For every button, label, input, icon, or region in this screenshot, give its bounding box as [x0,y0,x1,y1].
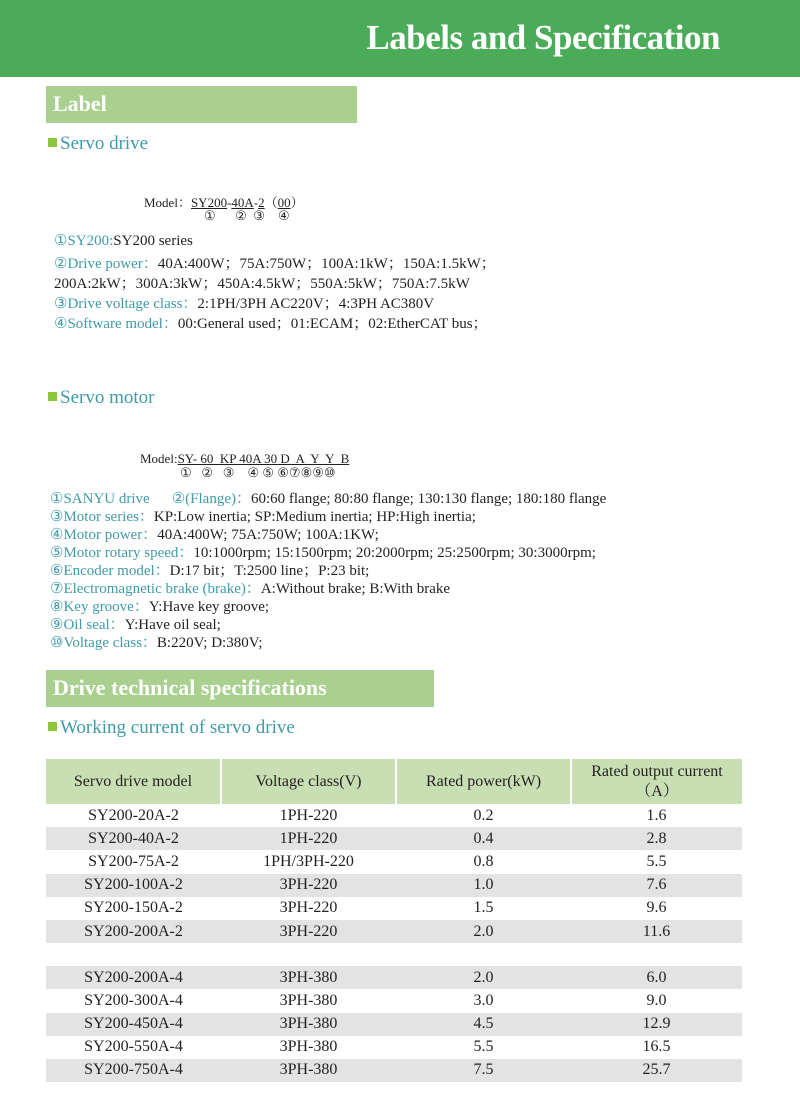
motor-line-label: ①SANYU drive [50,491,150,507]
table-row [46,920,742,943]
motor-line-text: KP:Low inertia; SP:Medium inertia; HP:High inertia; [153,509,476,525]
table-cell: 3PH-220 [221,920,396,943]
drive-model-paren-open: （ [264,195,278,210]
table-cell: 2.8 [571,827,742,850]
motor-line-text: D:17 bit；T:2500 line；P:23 bit; [169,563,370,579]
drive-line-text: 00:General used；01:ECAM；02:EtherCAT bus； [177,316,488,332]
motor-line-label: ⑨Oil seal： [50,617,125,633]
drive-model-numbers: ① ② ③ ④ [204,208,290,223]
motor-line-text: 10:1000rpm; 15:1500rpm; 20:2000rpm; 25:2500rpm; 30:3000rpm; [193,545,596,561]
table-row [46,1059,742,1082]
table-cell: 1.5 [473,899,494,917]
drive-line-text: 200A:2kW；300A:3kW；450A:4.5kW；550A:5kW；750A:7.5kW [54,276,470,292]
motor-line-text: B:220V; D:380V; [156,635,263,651]
table-cell: 0.4 [396,827,571,850]
table-row [46,1036,742,1059]
drive-line-text: 40A:400W；75A:750W；100A:1kW；150A:1.5kW； [157,256,496,272]
drive-model-dash: - [253,195,259,210]
tech-section-title: Drive technical specifications [53,675,327,700]
motor-line-text: Y:Have oil seal; [124,617,221,633]
servo-motor-heading [48,387,154,409]
drive-line-3 [54,272,470,293]
servo-drive-heading [48,133,148,155]
motor-line-label: ⑤Motor rotary speed： [50,545,194,561]
table-cell: 2.0 [396,966,571,989]
table-cell: 7.6 [571,874,742,897]
motor-line-text: Y:Have key groove; [148,599,270,615]
table-row [46,966,742,989]
drive-line-5 [54,312,488,333]
motor-line-label: ⑥Encoder model： [50,563,170,579]
table-cell: 5.5 [646,852,667,870]
table-cell: 11.6 [571,920,742,943]
table-cell: 5.5 [473,1038,494,1056]
motor-line-label: ④Motor power： [50,527,158,543]
drive-line-4 [54,292,434,313]
servo-drive-heading-text: Servo drive [60,133,149,154]
table-cell: 3PH-220 [221,874,396,897]
motor-line-text: 40A:400W; 75A:750W; 100A:1KW; [157,527,379,543]
table-cell: 25.7 [571,1059,742,1082]
drive-model-dash: - [227,195,232,210]
label-section-title: Label [53,91,107,116]
table-cell: 1PH-220 [279,806,338,824]
motor-line-label: ③Motor series： [50,509,154,525]
drive-model-power: 40A [231,195,254,210]
table-row [46,1013,742,1036]
table-row [46,804,742,827]
working-current-heading-text: Working current of servo drive [60,717,295,738]
table-cell: 1PH-220 [221,827,396,850]
drive-line-label: ②Drive power： [54,256,158,272]
table-cell: 3PH-380 [279,991,338,1009]
motor-model-prefix: Model: [140,451,178,466]
table-cell: SY200-100A-2 [46,874,221,897]
column-header: Rated output current （A） [571,759,742,804]
table-row [46,989,742,1012]
table-cell: 0.2 [473,806,494,824]
table-cell: 1PH/3PH-220 [263,852,354,870]
column-header: Voltage class(V) [221,759,396,804]
motor-line-label: ②(Flange)： [171,491,251,507]
motor-line-text: 60:60 flange; 80:80 flange; 130:130 flange; 180:180 flange [250,491,607,507]
working-current-table [46,759,742,1082]
table-cell: 9.6 [646,899,667,917]
table-row [46,827,742,850]
table-spacer-row [46,943,742,966]
drive-line-label: ④Software model： [54,316,178,332]
table-cell: SY200-750A-4 [46,1059,221,1082]
motor-line-label: ⑦Electromagnetic brake (brake)： [50,581,261,597]
drive-line-1 [54,231,193,250]
drive-line-text: SY200 series [113,233,193,249]
table-cell: 3PH-220 [279,899,338,917]
drive-line-label: ①SY200: [54,233,114,249]
table-cell: 6.0 [571,966,742,989]
table-cell: SY200-200A-4 [46,966,221,989]
motor-line-9 [50,631,263,652]
table-header-row [46,759,742,804]
motor-line-label: ⑧Key groove： [50,599,149,615]
table-cell: 1.0 [396,874,571,897]
table-cell: 2.0 [396,920,571,943]
table-cell: 7.5 [396,1059,571,1082]
table-cell: 9.0 [646,991,667,1009]
drive-model-paren-close: ） [290,195,304,210]
drive-model-series: SY200 [190,195,228,210]
table-cell: 12.9 [571,1013,742,1036]
label-section-bar [46,86,357,123]
table-cell: SY200-550A-4 [84,1038,183,1056]
table-row [46,897,742,920]
table-cell: 16.5 [642,1038,671,1056]
table-cell: SY200-300A-4 [84,991,183,1009]
motor-line-text: A:Without brake; B:With brake [260,581,451,597]
servo-motor-heading-text: Servo motor [60,387,155,408]
table-cell: 3PH-380 [221,1059,396,1082]
drive-line-label: ③Drive voltage class： [54,296,198,312]
table-cell: 3PH-380 [279,1038,338,1056]
drive-model-voltage: 2 [258,195,265,210]
motor-model-numbers: ① ② ③ ④ ⑤ ⑥⑦⑧⑨⑩ [180,465,336,480]
table-cell: 1.6 [646,806,667,824]
table-row [46,874,742,897]
drive-line-text: 2:1PH/3PH AC220V；4:3PH AC380V [197,296,435,312]
motor-model-string: SY- 60 KP 40A 30 D A Y Y B [177,451,350,466]
tech-section-bar [46,670,434,707]
table-row [46,850,742,873]
table-cell: 3PH-380 [221,966,396,989]
column-header: Servo drive model [46,759,221,804]
drive-line-2 [54,252,496,273]
table-cell: SY200-150A-2 [84,899,183,917]
table-cell: 4.5 [396,1013,571,1036]
table-cell: 0.8 [473,852,494,870]
drive-model-prefix: Model： [144,195,191,210]
column-header: Rated power(kW) [396,759,571,804]
square-bullet-icon [48,392,57,401]
square-bullet-icon [48,722,57,731]
header-banner [0,0,800,77]
drive-model-software: 00 [277,195,291,210]
table-cell: SY200-200A-2 [46,920,221,943]
table-cell: 3PH-380 [221,1013,396,1036]
table-cell: 3.0 [473,991,494,1009]
table-cell: SY200-450A-4 [46,1013,221,1036]
table-cell: SY200-40A-2 [46,827,221,850]
working-current-heading [48,717,295,739]
table-cell: SY200-20A-2 [88,806,179,824]
motor-line-label: ⑩Voltage class： [50,635,157,651]
table-cell: SY200-75A-2 [88,852,179,870]
square-bullet-icon [48,138,57,147]
page-title: Labels and Specification [366,18,720,57]
